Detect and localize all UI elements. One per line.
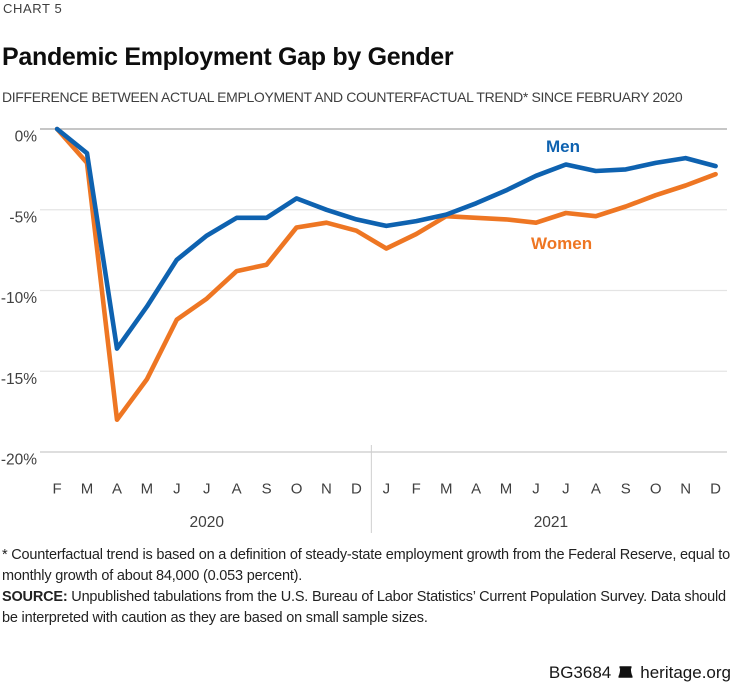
x-month-label: M <box>140 480 154 498</box>
x-month-label: N <box>680 480 692 498</box>
x-month-label: D <box>350 480 362 498</box>
x-month-label: J <box>203 480 211 498</box>
x-month-label: J <box>173 480 181 498</box>
x-month-label: O <box>290 480 303 498</box>
chart-notes <box>2 545 734 629</box>
men-line <box>57 129 716 349</box>
x-month-label: J <box>382 480 391 498</box>
y-tick-label: -10% <box>0 290 37 307</box>
x-month-label: A <box>231 480 242 498</box>
women-line <box>57 129 716 420</box>
x-month-label: M <box>439 480 453 498</box>
x-month-label: A <box>471 480 482 498</box>
source-label: SOURCE: <box>2 589 68 605</box>
women-series-label: Women <box>531 234 593 253</box>
year-label: 2020 <box>189 514 224 531</box>
heritage-site: heritage.org <box>640 663 731 682</box>
men-series-label: Men <box>546 137 580 156</box>
x-month-label: M <box>80 480 94 498</box>
report-id: BG3684 <box>548 663 612 682</box>
x-month-label: F <box>411 480 421 498</box>
x-month-label: M <box>499 480 513 498</box>
x-month-label: O <box>649 480 662 498</box>
x-month-label: N <box>321 480 332 498</box>
chart-number: CHART 5 <box>3 1 63 16</box>
x-month-label: S <box>620 480 631 498</box>
x-month-label: A <box>590 480 601 498</box>
x-month-label: J <box>562 480 570 498</box>
x-month-label: J <box>532 480 540 498</box>
y-tick-label: -20% <box>0 451 37 469</box>
x-month-label: S <box>261 480 272 498</box>
y-tick-label: 0% <box>14 128 37 146</box>
source-text: Unpublished tabulations from the U.S. Bureau of Labor Statistics’ Current Population Survey. Data should be interpreted with caution as they are based on small sample sizes. <box>2 589 726 626</box>
source-note <box>2 587 734 629</box>
y-tick-label: -15% <box>0 370 37 388</box>
credit-line <box>549 663 731 683</box>
y-tick-label: -5% <box>9 209 37 227</box>
chart-title: Pandemic Employment Gap by Gender <box>2 42 454 71</box>
liberty-bell-icon <box>618 665 633 681</box>
footnote: * Counterfactual trend is based on a definition of steady-state employment growth from the Federal Reserve, equal to monthly growth of about 84,000 (0.053 percent). <box>2 547 730 584</box>
chart-subtitle: DIFFERENCE BETWEEN ACTUAL EMPLOYMENT AND COUNTERFACTUAL TREND* SINCE FEBRUARY 2020 <box>2 89 683 105</box>
x-month-label: A <box>111 480 122 498</box>
x-month-label: F <box>52 480 62 498</box>
year-label: 2021 <box>533 514 569 531</box>
x-month-label: D <box>710 480 721 498</box>
